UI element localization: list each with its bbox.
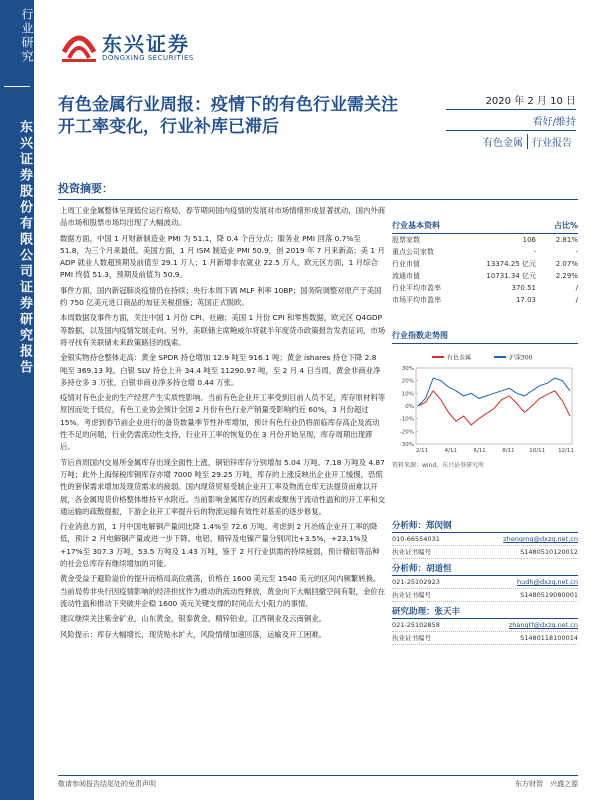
cert-number: S1480519080001 — [520, 591, 578, 599]
footer-slogan: 东方财智 兴盛之源 — [515, 780, 578, 788]
logo-name-cn: 东兴证券 — [102, 32, 190, 56]
sidebar — [0, 0, 34, 800]
x-tick-label: 12/11 — [558, 448, 574, 454]
logo-name-en: DONGXING SECURITIES — [102, 54, 194, 62]
x-tick-label: 6/11 — [473, 448, 486, 454]
paragraph: 上周工业金属整体呈现低位运行格局，春节期间国内疫情的发展对市场情绪形成显著扰动，国内外商品市场和股票市场均出现了大幅波动。 — [60, 206, 386, 228]
y-tick-label: 30% — [401, 366, 414, 372]
analyst-phone: 010-66554031 — [392, 535, 440, 543]
paragraph: 数据方面，中国 1 月财新制造业 PMI 为 51.1，降 0.4 个百分点；服务业 PMI 回落 0.7%至 51.8，为三个月来最低。美国方面，1 月 ISM 制造业 PMI 50.9，创 2019 年 7 月来新高；美 1 月 ADP 就业人数超预期及前值至 29.1 万人；1 月新增非农就业 22.5 万人。欧元区方面，1 月综合 PMI 终值 51.3，预期及前值为 50.9。 — [60, 233, 385, 280]
index-chart-svg — [392, 348, 578, 458]
analyst-name: 研究助理：张天丰 — [392, 602, 578, 619]
row-pct: 2.81% — [555, 236, 578, 244]
paragraph: 风险提示：库存大幅增长，现货贴水扩大，风险情绪加速回落，运输及开工困难。 — [60, 629, 327, 639]
chart-heading: 行业指数走势图 — [392, 330, 578, 344]
analyst-cert — [392, 632, 578, 645]
analyst-contact — [392, 576, 578, 589]
company-logo — [60, 22, 230, 70]
table-row — [392, 258, 578, 270]
cert-label: 执业证书编号 — [392, 548, 431, 556]
index-chart — [392, 348, 578, 458]
report-title: 有色金属行业周报：疫情下的有色行业需关注开工率变化，行业补库已滞后 — [58, 95, 398, 137]
row-name: 行业市值 — [392, 260, 420, 268]
analyst-name: 分析师：胡道恒 — [392, 559, 578, 576]
row-name: 行业平均市盈率 — [392, 284, 441, 292]
legend-label-0: 有色金属 — [447, 354, 472, 362]
x-tick-label: 8/11 — [502, 448, 515, 454]
analyst-cert — [392, 546, 578, 559]
y-tick-label: 20% — [401, 378, 414, 385]
y-tick-label: 10% — [401, 391, 414, 398]
industry-table — [392, 234, 578, 306]
report-meta — [446, 92, 576, 149]
chart-frame — [416, 368, 572, 444]
report-tags — [446, 131, 576, 149]
table-row — [392, 282, 578, 294]
page-footer — [58, 775, 578, 789]
paragraph: 事件方面，国内新冠肺炎疫情仍在持续；央行本周下调 MLF 利率 10BP；国务院调整对原产于美国约 750 亿美元进口商品的加征关税措施；英国正式脱欧。 — [60, 285, 382, 308]
row-value: 370.51 — [511, 284, 536, 292]
summary-heading: 投资摘要： — [58, 180, 578, 200]
logo-mark-icon — [60, 22, 98, 64]
summary-body — [60, 205, 386, 644]
sidebar-divider — [4, 86, 30, 87]
cert-label: 执业证书编号 — [392, 591, 431, 599]
tag-type: 行业报告 — [527, 134, 576, 149]
paragraph: 疫情对有色企业的生产经营产生实质性影响。当前有色企业开工率受到目前人员不足，库存原材料等原因而处于低位，有色工业协会预计全国 2 月份有色行业产销量受影响约近 60%，3 月份超过 15%。考虑到春节前企业进行的备货数量季节性补库增加，预计有色行业仍将面临库存高企及流动性不足的问题，行业仍需流动性支持，行业开工率的恢复仍在 3 月份开始呈现，库存周期出现滞后。 — [60, 393, 386, 452]
row-value: 10731.34 亿元 — [486, 272, 536, 280]
row-name: 市场平均市盈率 — [392, 296, 441, 304]
analyst-block — [392, 516, 578, 645]
series-line-0 — [418, 391, 570, 425]
report-date: 2020 年 2 月 10 日 — [446, 92, 576, 110]
y-tick-label: -30% — [399, 442, 414, 448]
analyst-contact — [392, 533, 578, 546]
industry-table-header — [392, 220, 578, 234]
x-tick-label: 10/11 — [529, 448, 546, 454]
row-pct: / — [575, 296, 578, 304]
analyst-name: 分析师：郑闵钢 — [392, 516, 578, 533]
series-line-1 — [418, 378, 570, 406]
paragraph: 节后首周国内交易所金属库存出现全面性上涨，铜铝锌库存分别增加 5.04 万吨、7.18 万吨及 4.87 万吨；此外上海保税库铜库存亦增 7000 吨至 29.25 万吨，库存的上涨反映出企业开工缓慢，恐慌性的套保需求增加及现货需求的疲弱。国内现货贸易受制企业开工率及物流仓库无法提货而难以开展，各金属现货价格整体维持平水附近。当前影响金属库存的因素或聚焦于流动性温和的开工率和交通运输的疏散提振，下游企业开工率提升后的物流运输有效性对基差的逐步修复。 — [60, 457, 386, 516]
tag-industry: 有色金属 — [483, 138, 523, 149]
y-tick-label: -20% — [399, 429, 414, 436]
table-row — [392, 246, 578, 258]
y-tick-label: -10% — [399, 416, 414, 423]
paragraph: 行业消息方面，1 月中国电解铜产量同比降 1.4%至 72.6 万吨。考虑到 2 月冶炼企业开工率的降低，预计 2 月电解铜产量或进一步下降。电铝、精锌及电镍产量分别同比+3.5%，+23.1%及+17%至 307.3 万吨、53.5 万吨及 1.43 万吨，鉴于 2 月行业供需的持续疲弱，预计精铝等品种的社会总库存有继续增加的可能。 — [60, 522, 380, 569]
analyst-cert — [392, 589, 578, 602]
legend-label-1: 沪深300 — [509, 354, 533, 362]
table-row — [392, 294, 578, 306]
row-name: 流通市值 — [392, 272, 420, 280]
y-tick-label: 0% — [405, 404, 414, 410]
paragraph: 金银实物持仓整体走高：黄金 SPDR 持仓增加 12.9 吨至 916.1 吨；黄金 ishares 持仓下降 2.8 吨至 369.13 吨。白银 SLV 持仓上升 34.4 吨至 11290.97 吨，至 2 月 4 日当周，黄金非商业净多持仓多 3 万张，白银非商业净多持仓增 0.44 万张。 — [60, 353, 381, 387]
chart-source: 资料来源：wind、东兴证券研究所 — [392, 462, 485, 469]
row-value: 13374.25 亿元 — [486, 260, 536, 268]
row-pct: 2.29% — [555, 272, 578, 280]
analyst-email[interactable]: zhengmg@dxzq.net.cn — [503, 535, 578, 543]
row-value: 106 — [522, 236, 536, 244]
report-rating: 看好/维持 — [446, 110, 576, 131]
analyst-email[interactable]: hudh@dxzq.net.cn — [517, 578, 578, 586]
row-pct: - — [575, 248, 578, 256]
row-name: 重点公司家数 — [392, 248, 434, 256]
paragraph: 本周数据及事件方面，关注中国 1 月份 CPI、社融；美国 1 月份 CPI 和零售数据，欧元区 Q4GDP 等数据，以及国内疫情发展走向。另外，美联储主席鲍威尔将就半年度货币政策报告发表证词，市场将寻找有关联储未来政策路径的线索。 — [60, 313, 386, 347]
analyst-email[interactable]: zhangtf@dxzq.net.cn — [508, 621, 578, 629]
table-row — [392, 234, 578, 246]
row-name: 股票家数 — [392, 236, 420, 244]
analyst-contact — [392, 619, 578, 632]
row-pct: 2.07% — [555, 260, 578, 268]
row-value: 17.03 — [515, 296, 536, 304]
industry-table-title: 行业基本资料 — [392, 221, 440, 230]
paragraph: 黄金受益于避险溢价的提升而格局高位震荡，价格在 1600 美元至 1540 美元的区间内频繁转换。当前局势非央行因疫情影响的经济担忧作为推动的流动性释放，黄金向下大幅回撤空间有限，金价在流动性温和推动下突破并企稳 1600 美元关键支撑的时间点大小阻力的事情。 — [60, 574, 386, 608]
cert-number: S1480510120012 — [520, 548, 578, 556]
footer-disclaimer: 敬请参阅报告结尾处的免责声明 — [58, 780, 156, 788]
paragraph: 建议继续关注紫金矿业，山东黄金，银泰黄金，精锌铅业，江西铜业及云南铜业。 — [60, 614, 327, 624]
sidebar-company: 东兴证券股份有限公司证券研究报告 — [17, 120, 32, 376]
row-value: - — [533, 248, 536, 256]
row-pct: / — [575, 284, 578, 292]
cert-number: S1480118100014 — [520, 634, 578, 642]
cert-label: 执业证书编号 — [392, 634, 431, 642]
x-tick-label: 2/11 — [415, 448, 429, 454]
industry-table-col: 占比% — [553, 221, 578, 230]
right-column — [392, 220, 578, 469]
sidebar-category: 行业研究 — [20, 8, 34, 64]
x-tick-label: 4/11 — [444, 448, 457, 454]
analyst-phone: 021-25102923 — [392, 578, 440, 586]
table-row — [392, 270, 578, 282]
analyst-phone: 021-25102858 — [392, 621, 440, 629]
